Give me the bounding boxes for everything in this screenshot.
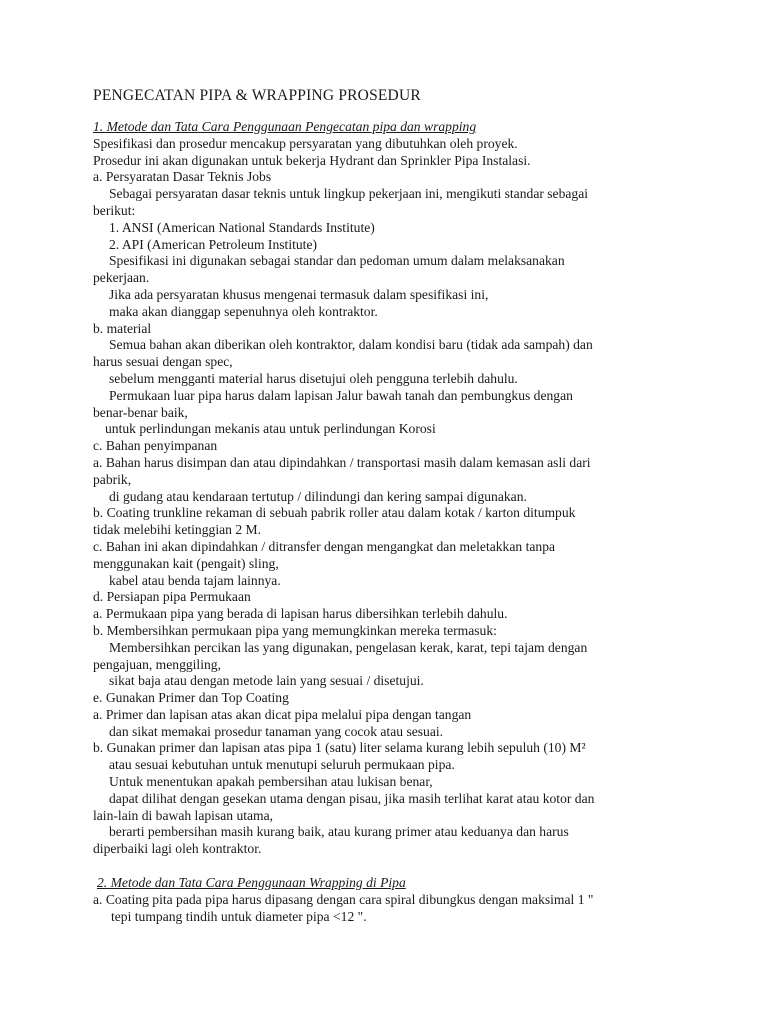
paragraph-line: untuk perlindungan mekanis atau untuk perlindungan Korosi: [105, 421, 436, 437]
paragraph-line: Semua bahan akan diberikan oleh kontraktor, dalam kondisi baru (tidak ada sampah) dan: [109, 337, 593, 353]
paragraph-line: b. Coating trunkline rekaman di sebuah pabrik roller atau dalam kotak / karton ditumpuk: [93, 505, 576, 521]
paragraph-line: Jika ada persyaratan khusus mengenai termasuk dalam spesifikasi ini,: [109, 286, 489, 302]
list-item: 2. API (American Petroleum Institute): [109, 236, 318, 252]
paragraph-line: c. Bahan ini akan dipindahkan / ditransfer dengan mengangkat dan meletakkan tanpa: [93, 538, 556, 554]
paragraph-line: berarti pembersihan masih kurang baik, atau kurang primer atau keduanya dan harus: [109, 824, 569, 840]
paragraph-line: a. Coating pita pada pipa harus dipasang dengan cara spiral dibungkus dengan maksimal 1 ": [93, 891, 594, 907]
paragraph-line: Membersihkan percikan las yang digunakan, pengelasan kerak, karat, tepi tajam dengan: [109, 639, 588, 655]
paragraph-line: menggunakan kait (pengait) sling,: [93, 555, 279, 571]
paragraph-line: b. Gunakan primer dan lapisan atas pipa 1 (satu) liter selama kurang lebih sepuluh (10) M²: [93, 740, 586, 756]
paragraph-line: dapat dilihat dengan gesekan utama dengan pisau, jika masih terlihat karat atau kotor dan: [109, 790, 595, 806]
paragraph-line: pekerjaan.: [93, 270, 150, 286]
subheading-primer-top-coating: e. Gunakan Primer dan Top Coating: [93, 690, 289, 706]
paragraph-line: dan sikat memakai prosedur tanaman yang cocok atau sesuai.: [109, 723, 444, 739]
paragraph-line: pabrik,: [93, 471, 132, 487]
paragraph-line: sikat baja atau dengan metode lain yang sesuai / disetujui.: [109, 673, 424, 689]
paragraph-line: benar-benar baik,: [93, 404, 188, 420]
paragraph-line: a. Bahan harus disimpan dan atau dipindahkan / transportasi masih dalam kemasan asli dari: [93, 454, 591, 470]
paragraph-line: diperbaiki lagi oleh kontraktor.: [93, 841, 262, 857]
paragraph-line: a. Permukaan pipa yang berada di lapisan harus dibersihkan terlebih dahulu.: [93, 606, 508, 622]
paragraph-line: Untuk menentukan apakah pembersihan atau lukisan benar,: [109, 774, 433, 790]
paragraph-line: Permukaan luar pipa harus dalam lapisan Jalur bawah tanah dan pembungkus dengan: [109, 387, 573, 403]
subheading-persiapan-pipa: d. Persiapan pipa Permukaan: [93, 589, 251, 605]
paragraph-line: Prosedur ini akan digunakan untuk bekerja Hydrant dan Sprinkler Pipa Instalasi.: [93, 152, 531, 168]
paragraph-line: Sebagai persyaratan dasar teknis untuk lingkup pekerjaan ini, mengikuti standar sebagai: [109, 186, 589, 202]
paragraph-line: b. Membersihkan permukaan pipa yang memungkinkan mereka termasuk:: [93, 622, 497, 638]
subheading-bahan-penyimpanan: c. Bahan penyimpanan: [93, 438, 218, 454]
paragraph-line: Spesifikasi dan prosedur mencakup persyaratan yang dibutuhkan oleh proyek.: [93, 135, 518, 151]
subheading-material: b. material: [93, 320, 152, 336]
spacer: [93, 858, 673, 875]
paragraph-line: sebelum mengganti material harus disetujui oleh pengguna terlebih dahulu.: [109, 370, 518, 386]
list-item: 1. ANSI (American National Standards Institute): [109, 219, 375, 235]
paragraph-line: atau sesuai kebutuhan untuk menutupi seluruh permukaan pipa.: [109, 757, 455, 773]
section-1-heading: 1. Metode dan Tata Cara Penggunaan Pengecatan pipa dan wrapping: [93, 119, 477, 134]
paragraph-line: pengajuan, menggiling,: [93, 656, 221, 672]
paragraph-line: a. Primer dan lapisan atas akan dicat pipa melalui pipa dengan tangan: [93, 706, 472, 722]
document-body: [93, 119, 673, 925]
paragraph-line: lain-lain di bawah lapisan utama,: [93, 807, 274, 823]
paragraph-line: maka akan dianggap sepenuhnya oleh kontraktor.: [109, 303, 378, 319]
paragraph-line: tidak melebihi ketinggian 2 M.: [93, 522, 262, 538]
paragraph-line: Spesifikasi ini digunakan sebagai standar dan pedoman umum dalam melaksanakan: [109, 253, 565, 269]
paragraph-line: berikut:: [93, 202, 136, 218]
subheading-persyaratan: a. Persyaratan Dasar Teknis Jobs: [93, 169, 272, 185]
paragraph-line: di gudang atau kendaraan tertutup / dilindungi dan kering sampai digunakan.: [109, 488, 527, 504]
document-title: PENGECATAN PIPA & WRAPPING PROSEDUR: [93, 87, 421, 104]
paragraph-line: harus sesuai dengan spec,: [93, 354, 233, 370]
paragraph-line: tepi tumpang tindih untuk diameter pipa <12 ".: [111, 908, 367, 924]
paragraph-line: kabel atau benda tajam lainnya.: [109, 572, 281, 588]
section-2-heading: 2. Metode dan Tata Cara Penggunaan Wrapping di Pipa: [97, 875, 406, 891]
